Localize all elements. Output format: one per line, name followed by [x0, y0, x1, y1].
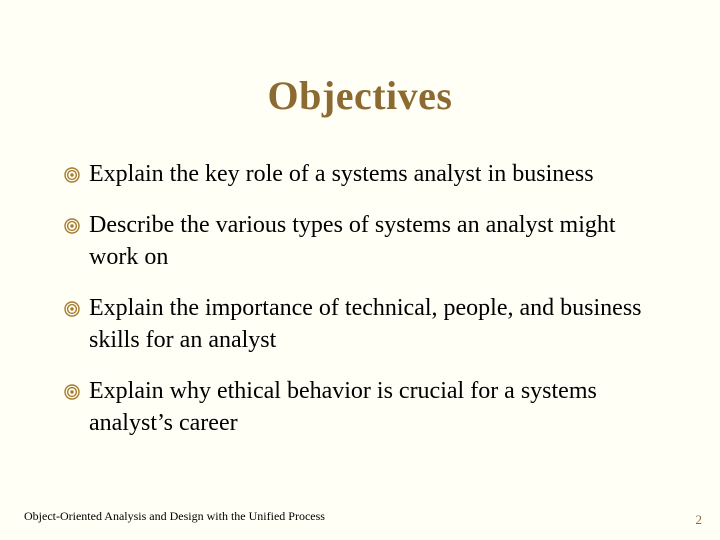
- list-item: [62, 158, 662, 190]
- list-item: [62, 292, 662, 356]
- concentric-circle-bullet-icon: [64, 384, 80, 400]
- bullet-text: Explain the importance of technical, people, and business skills for an analyst: [89, 295, 642, 353]
- bullet-text: Describe the various types of systems an analyst might work on: [89, 212, 616, 270]
- objectives-list: [62, 158, 662, 458]
- bullet-text: Explain the key role of a systems analyst in business: [89, 161, 594, 187]
- slide-title: Objectives: [267, 73, 453, 118]
- bullet-text: Explain why ethical behavior is crucial for a systems analyst’s career: [89, 378, 597, 436]
- list-item: [62, 375, 662, 439]
- concentric-circle-bullet-icon: [64, 218, 80, 234]
- list-item: [62, 209, 662, 273]
- concentric-circle-bullet-icon: [64, 301, 80, 317]
- page-number: 2: [695, 512, 702, 527]
- footer-course-title: Object-Oriented Analysis and Design with the Unified Process: [24, 509, 325, 523]
- concentric-circle-bullet-icon: [64, 167, 80, 183]
